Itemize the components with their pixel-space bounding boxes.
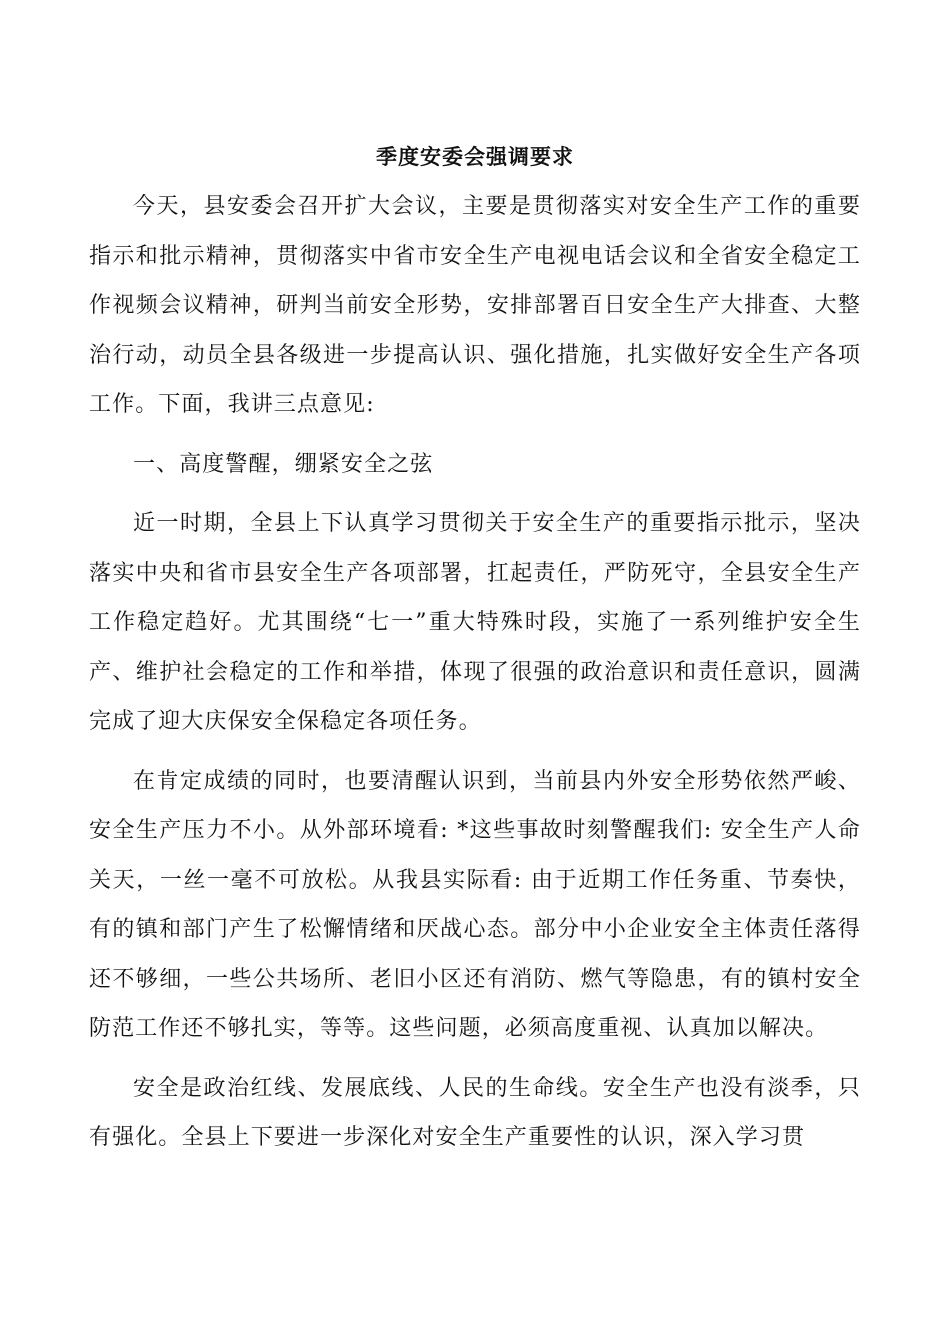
paragraph-achievements: 近一时期，全县上下认真学习贯彻关于安全生产的重要指示批示，坚决落实中央和省市县安全生产各项部署，扛起责任，严防死守，全县安全生产工作稳定趋好。尤其围绕“七一”重大特殊时段，实施了一系列维护安全生产、维护社会稳定的工作和举措，体现了很强的政治意识和责任意识，圆满完成了迎大庆保安全保稳定各项任务。 xyxy=(89,511,861,734)
document-body xyxy=(89,142,861,1173)
section-heading-1: 一、高度警醒，绷紧安全之弦 xyxy=(133,451,434,477)
document-title: 季度安委会强调要求 xyxy=(376,144,574,169)
paragraph-problems: 在肯定成绩的同时，也要清醒认识到，当前县内外安全形势依然严峻、安全生产压力不小。从外部环境看: *这些事故时刻警醒我们: 安全生产人命关天，一丝一毫不可放松。从我县实际看: 由于近期工作任务重、节奏快，有的镇和部门产生了松懈情绪和厌战心态。部分中小企业安全主体责任落得还不够细，一些公共场所、老旧小区还有消防、燃气等隐患，有的镇村安全防范工作还不够扎实，等等。这些问题，必须高度重视、认真加以解决。 xyxy=(89,768,861,1041)
paragraph-safety-redline: 安全是政治红线、发展底线、人民的生命线。安全生产也没有淡季，只有强化。全县上下要进一步深化对安全生产重要性的认识，深入学习贯 xyxy=(89,1075,861,1150)
paragraph-intro: 今天，县安委会召开扩大会议，主要是贯彻落实对安全生产工作的重要指示和批示精神，贯彻落实中省市安全生产电视电话会议和全省安全稳定工作视频会议精神，研判当前安全形势，安排部署百日安全生产大排查、大整治行动，动员全县各级进一步提高认识、强化措施，扎实做好安全生产各项工作。下面，我讲三点意见: xyxy=(89,194,861,417)
